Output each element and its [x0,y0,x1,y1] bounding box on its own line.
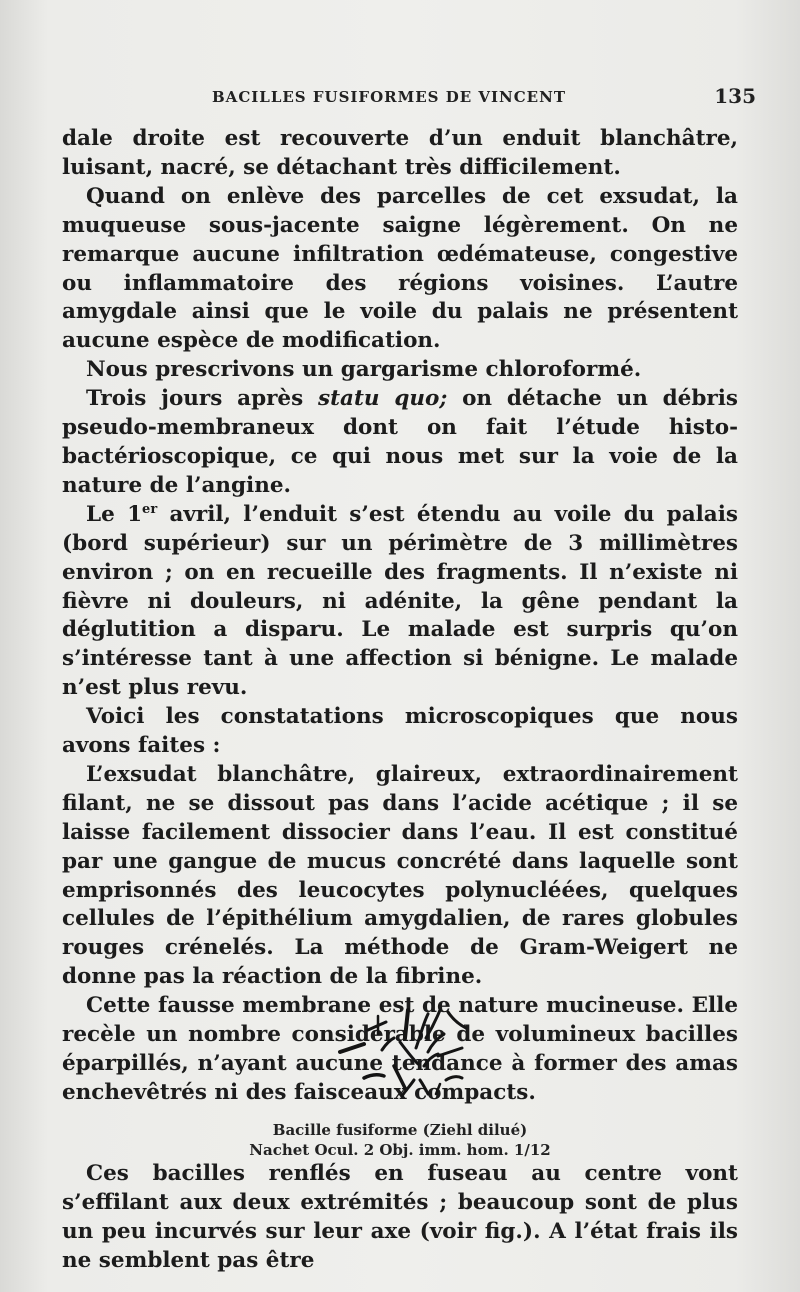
page-number: 135 [714,84,756,108]
paragraph: Nous prescrivons un gargarisme chloroformé. [86,357,642,383]
paragraph: dale droite est recouverte d’un enduit blanchâtre, luisant, nacré, se détachant très difficilement. [62,126,738,180]
figure-caption [200,1120,600,1160]
paragraph-text: Trois jours après [86,386,319,412]
latin-phrase: statu quo; [318,386,448,412]
paragraph-text: Le 1 [86,501,143,527]
body-text [62,125,738,1108]
running-title: BACILLES FUSIFORMES DE VINCENT [212,88,566,106]
paragraph: Voici les constatations microscopiques que nous avons faites : [62,704,738,759]
paragraph: L’exsudat blanchâtre, glaireux, extraordinairement filant, ne se dissout pas dans l’acide acétique ; il se laisse facilement dissocier dans l’eau. Il est constitué par une gangue de mucus concrété dans laquelle sont emprisonnés des leucocytes polynucléées, quelques cellules de l’épithélium amygdalien, de rares globules rouges crénelés. La méthode de Gram-Weigert ne donne pas la réaction de la fibrine. [62,761,738,990]
caption-details: Nachet Ocul. 2 Obj. imm. hom. 1/12 [249,1141,551,1159]
paragraph [62,501,738,703]
paragraph [62,385,738,501]
ordinal-suffix: er [142,501,158,517]
paragraph: Ces bacilles renflés en fuseau au centre vont s’effilant aux deux extrémités ; beaucoup sont de plus un peu incurvés sur leur axe (voir fig.). A l’état frais ils ne semblent pas être [62,1161,738,1273]
caption-title: Bacille fusiforme (Ziehl dilué) [272,1121,528,1139]
bacilli-drawing [320,1008,480,1104]
page-header [62,86,756,110]
paragraph: Cette fausse membrane est de nature mucineuse. Elle recèle un nombre considérable de volumineux bacilles éparpillés, n’ayant aucune tendance à former des amas enchevêtrés ni des faisceaux compacts. [62,993,738,1105]
paragraph-text: avril, l’enduit s’est étendu au voile du palais (bord supérieur) sur un périmètre de 3 millimètres environ ; on en recueille des fragments. Il n’existe ni fièvre ni douleurs, ni adénite, la gêne pendant la déglutition a disparu. Le malade est surpris qu’on s’intéresse tant à une affection si bénigne. Le malade n’est plus revu. [62,501,738,701]
paragraph: Quand on enlève des parcelles de cet exsudat, la muqueuse sous-jacente saigne légèrement. On ne remarque aucune infiltration œdémateuse, congestive ou inflammatoire des régions voisines. L’autre amygdale ainsi que le voile du palais ne présentent aucune espèce de modification. [62,183,738,354]
body-text-continued [62,1160,738,1276]
bacilli-illustration-icon [320,1008,480,1104]
paragraph-text: on détache un débris pseudo-membraneux dont on fait l’étude histo-bactérioscopique, ce qui nous met sur la voie de la nature de l’angine. [62,386,738,498]
